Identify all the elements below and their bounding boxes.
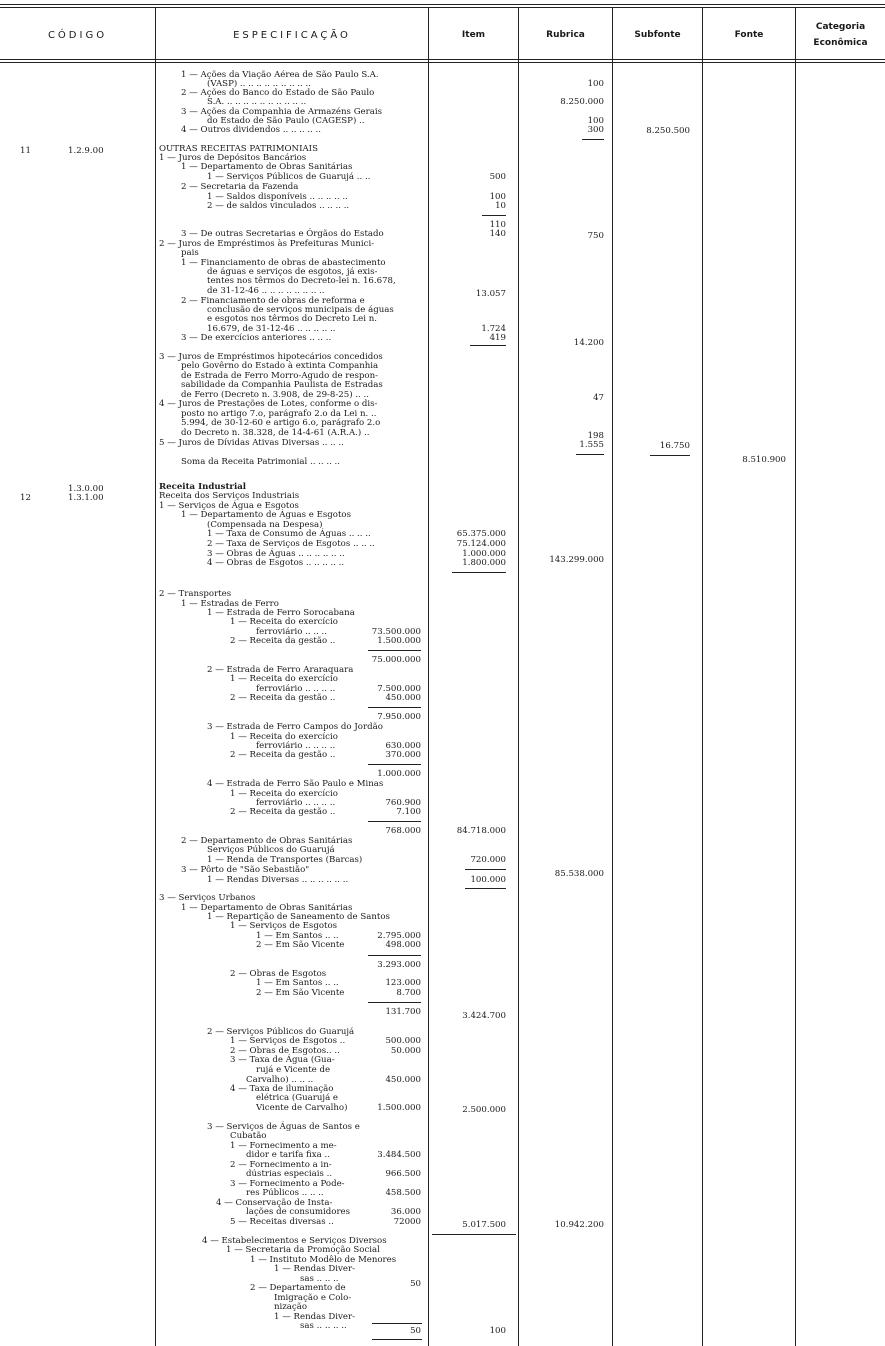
spec-line: pelo Govêrno do Estado à extinta Companhia — [181, 361, 379, 371]
inner-amount: 458.500 — [385, 1188, 421, 1198]
spec-line: 2 — Estrada de Ferro Araraquara — [207, 665, 354, 675]
column-divider — [795, 8, 796, 1346]
spec-line: 2 — de saldos vinculados .. .. .. .. — [207, 201, 350, 211]
sum-rule — [650, 455, 690, 456]
column-divider — [155, 8, 156, 1346]
spec-line: Soma da Receita Patrimonial .. .. .. .. — [181, 457, 341, 467]
spec-line: 5.994, de 30-12-60 e artigo 6.o, parágrafo 2.o — [181, 418, 381, 428]
inner-amount: 36.000 — [390, 1207, 421, 1217]
spec-line: 1 — Fornecimento a me- — [230, 1141, 337, 1151]
inner-amount: 131.700 — [385, 1007, 421, 1017]
spec-line: 1 — Ações da Viação Aérea de São Paulo S.A. — [181, 70, 379, 80]
inner-amount: 498.000 — [385, 940, 421, 950]
inner-amount: 75.000.000 — [371, 655, 421, 665]
spec-line: 1 — Serviços de Água e Esgotos — [159, 501, 299, 511]
subfonte-amount: 8.250.500 — [646, 126, 690, 136]
sum-rule — [470, 345, 506, 346]
spec-line: OUTRAS RECEITAS PATRIMONIAIS — [159, 144, 318, 154]
spec-line: ferroviário .. .. .. .. — [256, 798, 336, 808]
spec-line: 1 — Juros de Depósitos Bancários — [159, 153, 307, 163]
spec-line: e esgotos nos têrmos do Decreto Lei n. — [207, 314, 378, 324]
item-amount: 75.124.000 — [456, 539, 506, 549]
fonte-amount: 8.510.900 — [742, 455, 786, 465]
inner-amount: 8.700 — [396, 988, 421, 998]
header-categoria-line1: Categoria — [815, 22, 866, 32]
item-amount: 5.017.500 — [462, 1220, 506, 1230]
spec-line: 1 — Financiamento de obras de abastecimento — [181, 258, 386, 268]
spec-line: 3 — Ações da Companhia de Armazéns Gerais — [181, 107, 383, 117]
item-amount: 720.000 — [470, 855, 506, 865]
rubrica-amount: 100 — [587, 79, 604, 89]
spec-line: 2 — Departamento de — [250, 1283, 346, 1293]
spec-line: 1 — Estradas de Ferro — [181, 599, 279, 609]
rubrica-amount: 100 — [587, 116, 604, 126]
inner-amount: 500.000 — [385, 1036, 421, 1046]
item-amount: 500 — [489, 172, 506, 182]
spec-line: 5 — Receitas diversas .. — [230, 1217, 334, 1227]
item-amount: 3.424.700 — [462, 1011, 506, 1021]
rubrica-amount: 8.250.000 — [560, 97, 604, 107]
spec-line: 2 — Receita da gestão .. — [230, 807, 336, 817]
inner-amount: 1.000.000 — [377, 769, 421, 779]
item-amount: 2.500.000 — [462, 1105, 506, 1115]
spec-line: 4 — Estrada de Ferro São Paulo e Minas — [207, 779, 384, 789]
rubrica-amount: 750 — [587, 231, 604, 241]
spec-line: 1 — Receita do exercício — [230, 732, 338, 742]
spec-line: 3 — De exercícios anteriores .. .. .. — [181, 333, 332, 343]
sum-rule — [368, 764, 421, 765]
spec-line: 2 — Em São Vicente — [256, 940, 345, 950]
header-categoria-line2: Econômica — [813, 38, 868, 48]
spec-line: 4 — Taxa de iluminação — [230, 1084, 334, 1094]
spec-line: posto no artigo 7.o, parágrafo 2.o da Lei n. .. — [181, 409, 377, 419]
inner-amount: 1.500.000 — [377, 1103, 421, 1113]
sum-rule — [368, 955, 421, 956]
inner-amount: 2.795.000 — [377, 931, 421, 941]
header-rule-2 — [0, 62, 885, 63]
header-item: Item — [461, 30, 486, 40]
spec-line: lações de consumidores — [246, 1207, 351, 1217]
spec-line: Receita Industrial — [159, 482, 247, 492]
spec-line: 1 — Receita do exercício — [230, 789, 338, 799]
spec-line: didor e tarifa fixa .. — [246, 1150, 330, 1160]
spec-line: tentes nos têrmos do Decreto-lei n. 16.678, — [207, 276, 396, 286]
spec-line: 3 — Obras de Águas .. .. .. .. .. .. — [207, 549, 345, 559]
inner-amount: 73.500.000 — [371, 627, 421, 637]
item-amount: 100 — [489, 192, 506, 202]
sum-rule — [582, 139, 604, 140]
sum-rule — [482, 215, 506, 216]
inner-amount: 7.100 — [396, 807, 421, 817]
spec-line: elétrica (Guarujá e — [256, 1093, 339, 1103]
spec-line: 3 — Estrada de Ferro Campos do Jordão — [207, 722, 383, 732]
inner-amount: 370.000 — [385, 750, 421, 760]
spec-line: 2 — Obras de Esgotos.. .. — [230, 1046, 340, 1056]
item-amount: 110 — [489, 220, 506, 230]
spec-line: sas .. .. .. .. — [300, 1321, 347, 1331]
spec-line: 3 — De outras Secretarias e Órgãos do Estado — [181, 229, 384, 239]
spec-line: 1 — Departamento de Obras Sanitárias — [181, 162, 353, 172]
sum-rule — [452, 572, 506, 573]
column-divider — [702, 8, 703, 1346]
rubrica-amount: 85.538.000 — [554, 869, 604, 879]
code-11: 11 — [20, 146, 31, 156]
inner-amount: 768.000 — [385, 826, 421, 836]
rubrica-amount: 1.555 — [579, 440, 604, 450]
spec-line: 2 — Ações do Banco do Estado de São Paulo — [181, 88, 375, 98]
spec-line: 2 — Departamento de Obras Sanitárias — [181, 836, 353, 846]
inner-amount: 3.484.500 — [377, 1150, 421, 1160]
spec-line: rujá e Vicente de — [256, 1065, 331, 1075]
sum-rule — [372, 1323, 422, 1324]
spec-line: de águas e serviços de esgotos, já exis- — [207, 267, 378, 277]
spec-line: 1 — Em Santos .. .. — [256, 978, 339, 988]
spec-line: 3 — Serviços Urbanos — [159, 893, 256, 903]
spec-line: de 31-12-46 .. .. .. .. .. .. .. .. — [207, 286, 325, 296]
spec-line: do Decreto n. 38.328, de 14-4-61 (A.R.A.) .. — [181, 428, 370, 438]
spec-line: de Estrada de Ferro Morro-Agudo de respon- — [181, 371, 379, 381]
spec-line: 1 — Departamento de Obras Sanitárias — [181, 903, 353, 913]
spec-line: ferroviário .. .. .. .. — [256, 741, 336, 751]
code-1-3-0-00: 1.3.0.00 — [68, 484, 104, 494]
code-1-2-9-00: 1.2.9.00 — [68, 146, 104, 156]
sum-rule — [372, 1339, 422, 1340]
inner-amount: 760.900 — [385, 798, 421, 808]
spec-line: 1 — Receita do exercício — [230, 674, 338, 684]
item-amount: 140 — [489, 229, 506, 239]
spec-line: Vicente de Carvalho) — [256, 1103, 348, 1113]
spec-line: de Ferro (Decreto n. 3.908, de 29-8-25) .. .. — [181, 390, 369, 400]
header-rubrica: Rubrica — [546, 30, 585, 40]
spec-line: 1 — Secretaria da Promoção Social — [226, 1245, 380, 1255]
spec-line: conclusão de serviços municipais de águas — [207, 305, 394, 315]
spec-line: res Públicos .. .. .. — [246, 1188, 324, 1198]
spec-line: Receita dos Serviços Industriais — [159, 491, 300, 501]
item-amount: 1.000.000 — [462, 549, 506, 559]
inner-amount: 450.000 — [385, 693, 421, 703]
item-amount: 10 — [495, 201, 506, 211]
spec-line: 1 — Rendas Diversas .. .. .. .. .. .. — [207, 875, 349, 885]
spec-line: (Compensada na Despesa) — [207, 520, 323, 530]
header-codigo: CÓDIGO — [47, 29, 108, 41]
sum-rule — [368, 707, 421, 708]
rubrica-amount: 14.200 — [573, 338, 604, 348]
spec-line: dústrias especiais .. — [246, 1169, 333, 1179]
spec-line: 1 — Departamento de Águas e Esgotos — [181, 510, 351, 520]
top-rule-2 — [0, 7, 885, 8]
spec-line: sabilidade da Companhia Paulista de Estradas — [181, 380, 383, 390]
spec-line: 1 — Serviços Públicos de Guarujá .. .. — [207, 172, 371, 182]
rubrica-amount: 198 — [587, 431, 604, 441]
inner-amount: 3.293.000 — [377, 960, 421, 970]
spec-line: 1 — Repartição de Saneamento de Santos — [207, 912, 390, 922]
item-amount: 100 — [489, 1326, 506, 1336]
spec-line: 2 — Em São Vicente — [256, 988, 345, 998]
spec-line: 4 — Conservação de Insta- — [216, 1198, 333, 1208]
spec-line: 1 — Rendas Diver- — [274, 1264, 355, 1274]
column-divider — [518, 8, 519, 1346]
sum-rule — [465, 888, 506, 889]
top-rule — [0, 4, 885, 5]
spec-line: 2 — Financiamento de obras de reforma e — [181, 296, 365, 306]
inner-amount: 72000 — [393, 1217, 421, 1227]
spec-line: 1 — Serviços de Esgotos — [230, 921, 338, 931]
spec-line: 1 — Renda de Transportes (Barcas) — [207, 855, 363, 865]
rubrica-amount: 143.299.000 — [549, 555, 604, 565]
spec-line: 3 — Juros de Empréstimos hipotecários concedidos — [159, 352, 383, 362]
spec-line: Serviços Públicos do Guarujá — [207, 845, 335, 855]
spec-line: 2 — Juros de Empréstimos às Prefeituras Munici- — [159, 239, 375, 249]
spec-line: 1 — Estrada de Ferro Sorocabana — [207, 608, 355, 618]
spec-line: S.A. .. .. .. .. .. .. .. .. .. .. — [207, 97, 307, 107]
header-fonte: Fonte — [734, 30, 764, 40]
spec-line: 1 — Serviços de Esgotos .. — [230, 1036, 346, 1046]
spec-line: 1 — Instituto Modêlo de Menores — [250, 1255, 397, 1265]
header-especificacao: ESPECIFICAÇÃO — [233, 29, 351, 41]
spec-line: 4 — Juros de Prestações de Lotes, conforme o dis- — [159, 399, 378, 409]
spec-line: 2 — Obras de Esgotos — [230, 969, 327, 979]
item-amount: 1.800.000 — [462, 558, 506, 568]
spec-line: 3 — Pôrto de "São Sebastião" — [181, 865, 310, 875]
spec-line: 3 — Fornecimento a Pode- — [230, 1179, 345, 1189]
inner-amount: 7.950.000 — [377, 712, 421, 722]
code-1-3-1-00: 1.3.1.00 — [68, 493, 104, 503]
inner-amount: 450.000 — [385, 1075, 421, 1085]
item-amount: 1.724 — [481, 324, 506, 334]
spec-line: Carvalho) .. .. .. — [246, 1075, 314, 1085]
inner-amount: 50 — [410, 1279, 421, 1289]
item-amount: 84.718.000 — [456, 826, 506, 836]
item-amount: 100.000 — [470, 875, 506, 885]
header-subfonte: Subfonte — [634, 30, 681, 40]
item-amount: 419 — [489, 333, 506, 343]
spec-line: pais — [181, 248, 199, 258]
spec-line: Cubatão — [230, 1131, 267, 1141]
inner-amount: 966.500 — [385, 1169, 421, 1179]
spec-line: 2 — Transportes — [159, 589, 232, 599]
spec-line: 4 — Obras de Esgotos .. .. .. .. .. — [207, 558, 345, 568]
spec-line: 2 — Fornecimento a in- — [230, 1160, 332, 1170]
inner-amount: 630.000 — [385, 741, 421, 751]
spec-line: 2 — Serviços Públicos do Guarujá — [207, 1027, 355, 1037]
inner-amount: 50.000 — [390, 1046, 421, 1056]
spec-line: 2 — Receita da gestão .. — [230, 693, 336, 703]
spec-line: ferroviário .. .. .. — [256, 627, 327, 637]
inner-amount: 7.500.000 — [377, 684, 421, 694]
rubrica-amount: 300 — [587, 125, 604, 135]
sum-rule — [432, 1234, 516, 1235]
header-categoria — [796, 10, 885, 60]
sum-rule — [465, 869, 506, 870]
sum-rule — [368, 821, 421, 822]
sum-rule — [368, 1002, 421, 1003]
spec-line: 4 — Estabelecimentos e Serviços Diversos — [202, 1236, 387, 1246]
spec-line: 1 — Saldos disponíveis .. .. .. .. .. — [207, 192, 348, 202]
inner-amount: 123.000 — [385, 978, 421, 988]
spec-line: 4 — Outros dividendos .. .. .. .. .. — [181, 125, 322, 135]
spec-line: sas .. .. .. — [300, 1274, 339, 1284]
spec-line: 2 — Secretaria da Fazenda — [181, 182, 299, 192]
subfonte-amount: 16.750 — [659, 441, 690, 451]
spec-line: 2 — Receita da gestão .. — [230, 750, 336, 760]
item-amount: 13.057 — [475, 289, 506, 299]
rubrica-amount: 10.942.200 — [554, 1220, 604, 1230]
spec-line: Imigração e Colo- — [274, 1293, 352, 1303]
item-amount: 65.375.000 — [456, 529, 506, 539]
rubrica-amount: 47 — [593, 393, 604, 403]
spec-line: 1 — Rendas Diver- — [274, 1312, 355, 1322]
spec-line: 16.679, de 31-12-46 .. .. .. .. .. — [207, 324, 336, 334]
spec-line: 2 — Taxa de Serviços de Esgotos .. .. .. — [207, 539, 375, 549]
spec-line: 3 — Taxa de Água (Gua- — [230, 1055, 335, 1065]
column-divider — [612, 8, 613, 1346]
spec-line: 5 — Juros de Dívidas Ativas Diversas .. .. .. — [159, 438, 344, 448]
spec-line: 1 — Receita do exercício — [230, 617, 338, 627]
spec-line: 2 — Receita da gestão .. — [230, 636, 336, 646]
spec-line: (VASP) .. .. .. .. .. .. .. .. .. — [207, 79, 311, 89]
spec-line: do Estado de São Paulo (CAGESP) .. — [207, 116, 365, 126]
sum-rule — [368, 650, 421, 651]
spec-line: nização — [274, 1302, 308, 1312]
inner-amount: 50 — [410, 1326, 421, 1336]
spec-line: ferroviário .. .. .. .. — [256, 684, 336, 694]
spec-line: 3 — Serviços de Águas de Santos e — [207, 1122, 360, 1132]
sum-rule — [576, 454, 604, 455]
spec-line: 1 — Em Santos .. .. — [256, 931, 339, 941]
inner-amount: 1.500.000 — [377, 636, 421, 646]
spec-line: 1 — Taxa de Consumo de Águas .. .. .. — [207, 529, 371, 539]
column-divider — [428, 8, 429, 1346]
code-12: 12 — [20, 493, 31, 503]
